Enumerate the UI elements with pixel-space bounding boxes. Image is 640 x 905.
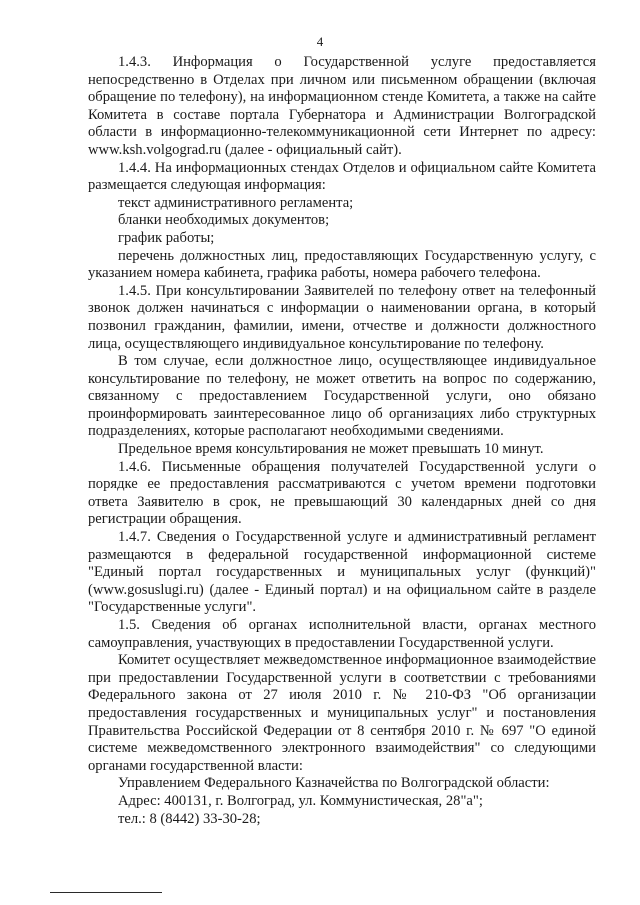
agency-name: Управлением Федерального Казначейства по Волгоградской области: (118, 775, 550, 792)
paragraph-1-4-3: 1.4.3. Информация о Государственной услуге предоставляется непосредственно в Отделах при личном или письменном обращении (включая обращение по телефону), на информационном стенде Комитета, а также на сайте Комитета в составе портала Губернатора и Администрации Волгоградской области в информационно-телекоммуникационной сети Интернет по адресу: www.ksh.volgograd.ru (далее - официальный сайт). (88, 54, 596, 158)
paragraph-1-5: 1.5. Сведения об органах исполнительной власти, органах местного самоуправления, участвующих в предоставлении Государственной услуги. (88, 617, 596, 651)
paragraph-1-4-7: 1.4.7. Сведения о Государственной услуге и административный регламент размещаются в федеральной государственной информационной системе "Единый портал государственных и муниципальных услуг (функций)" (www.gosuslugi.ru) (далее - Единый портал) и на официальном сайте в разделе "Государственные услуги". (88, 529, 596, 616)
footnote-divider (50, 892, 162, 893)
paragraph: Комитет осуществляет межведомственное информационное взаимодействие при предоставлении Государственной услуги в соответствии с требованиями Федерального закона от 27 июля 2010 г. № 210-ФЗ "Об организации предоставления государственных и муниципальных услуг" и постановления Правительства Российской Федерации от 8 сентября 2010 г. № 697 "О единой системе межведомственного электронного взаимодействия" со следующими органами государственной власти: (88, 652, 596, 774)
agency-phone: тел.: 8 (8442) 33-30-28; (118, 810, 261, 827)
page-number: 4 (316, 34, 324, 49)
paragraph: Предельное время консультирования не может превышать 10 минут. (118, 441, 544, 458)
list-item: бланки необходимых документов; (118, 212, 330, 229)
document-body (88, 54, 596, 828)
agency-address: Адрес: 400131, г. Волгоград, ул. Коммунистическая, 28"а"; (118, 792, 483, 809)
list-item: перечень должностных лиц, предоставляющих Государственную услугу, с указанием номера кабинета, графика работы, номера рабочего телефона. (88, 247, 596, 282)
list-item: текст административного регламента; (118, 194, 354, 211)
list-item: график работы; (118, 229, 215, 246)
paragraph: В том случае, если должностное лицо, осуществляющее индивидуальное консультирование по телефону, не может ответить на вопрос по содержанию, связанному с предоставлением Государственной услуги, оно обязано проинформировать заинтересованное лицо об организациях либо структурных подразделениях, которые располагают необходимыми сведениями. (88, 353, 596, 440)
paragraph-1-4-4: 1.4.4. На информационных стендах Отделов и официальном сайте Комитета размещается следующая информация: (88, 159, 596, 194)
paragraph-1-4-5: 1.4.5. При консультировании Заявителей по телефону ответ на телефонный звонок должен начинаться с информации о наименовании органа, в который позвонил гражданин, фамилии, имени, отчестве и должности должностного лица, осуществляющего индивидуальное консультирование по телефону. (88, 282, 596, 352)
paragraph-1-4-6: 1.4.6. Письменные обращения получателей Государственной услуги о порядке ее предоставления рассматриваются с учетом времени подготовки ответа Заявителю в срок, не превышающий 30 календарных дней со дня регистрации обращения. (88, 458, 596, 528)
